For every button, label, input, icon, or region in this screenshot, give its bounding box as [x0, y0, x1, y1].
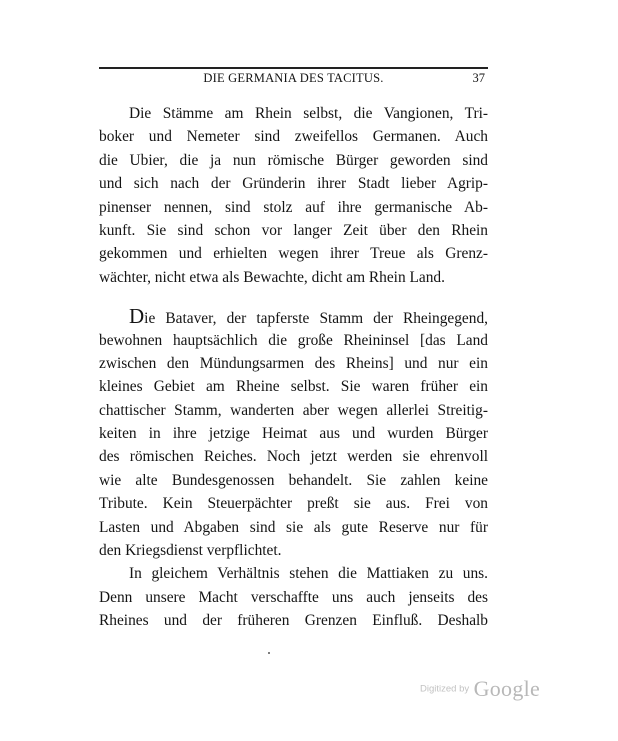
text-line: zwischen den Mündungsarmen des Rheins] und nur ein: [99, 354, 488, 372]
text-line: bewohnen hauptsächlich die große Rheininsel [das Land: [99, 331, 488, 349]
text-line: des römischen Reiches. Noch jetzt werden sie ehrenvoll: [99, 448, 488, 466]
paragraph-gap: [99, 289, 488, 305]
text-line: chattischer Stamm, wanderten aber wegen allerlei Streitig-: [99, 401, 488, 419]
google-logo: Google: [473, 676, 541, 701]
text-line: wächter, nicht etwa als Bewachte, dicht am Rhein Land.: [99, 268, 445, 286]
page-number: 37: [472, 71, 485, 85]
running-header-title: DIE GERMANIA DES TACITUS.: [203, 71, 384, 85]
text-line: wie alte Bundesgenossen behandelt. Sie zahlen keine: [99, 471, 488, 489]
text-line: Die Stämme am Rhein selbst, die Vangionen, Tri-: [129, 105, 488, 122]
text-line: Rheines und der früheren Grenzen Einfluß. Deshalb: [99, 612, 488, 630]
watermark-prefix: Digitized by: [420, 683, 470, 695]
text-line: den Kriegsdienst verpflichtet.: [99, 542, 282, 560]
text-line: die Ubier, die ja nun römische Bürger geworden sind: [99, 151, 488, 169]
text-line: kleines Gebiet am Rheine selbst. Sie waren früher ein: [99, 378, 488, 396]
text-line-with-dropcap: [99, 305, 488, 328]
dropcap: D: [129, 304, 145, 329]
body-text: [99, 102, 488, 633]
text-line: pinenser nennen, sind stolz auf ihre germanische Ab-: [99, 198, 488, 216]
text-line: keiten in ihre jetzige Heimat aus und wurden Bürger: [99, 425, 488, 443]
text-line: kunft. Sie sind schon vor langer Zeit über den Rhein: [99, 221, 488, 239]
scan-speck: [268, 652, 270, 654]
text-line-rest: ie Bataver, der tapferste Stamm der Rheingegend,: [144, 310, 488, 328]
text-line: boker und Nemeter sind zweifellos Germanen. Auch: [99, 128, 488, 146]
text-line: gekommen und erhielten wegen ihrer Treue als Grenz-: [99, 245, 488, 263]
text-line: In gleichem Verhältnis stehen die Mattiaken zu uns.: [129, 565, 488, 583]
header-rule: [99, 67, 488, 69]
text-line: Tribute. Kein Steuerpächter preßt sie aus. Frei von: [99, 495, 488, 513]
text-line: Lasten und Abgaben sind sie als gute Reserve nur für: [99, 518, 488, 536]
text-line: Denn unsere Macht verschaffte uns auch jenseits des: [99, 588, 488, 606]
digitized-watermark: [420, 676, 540, 702]
text-line: und sich nach der Gründerin ihrer Stadt lieber Agrip-: [99, 175, 488, 193]
